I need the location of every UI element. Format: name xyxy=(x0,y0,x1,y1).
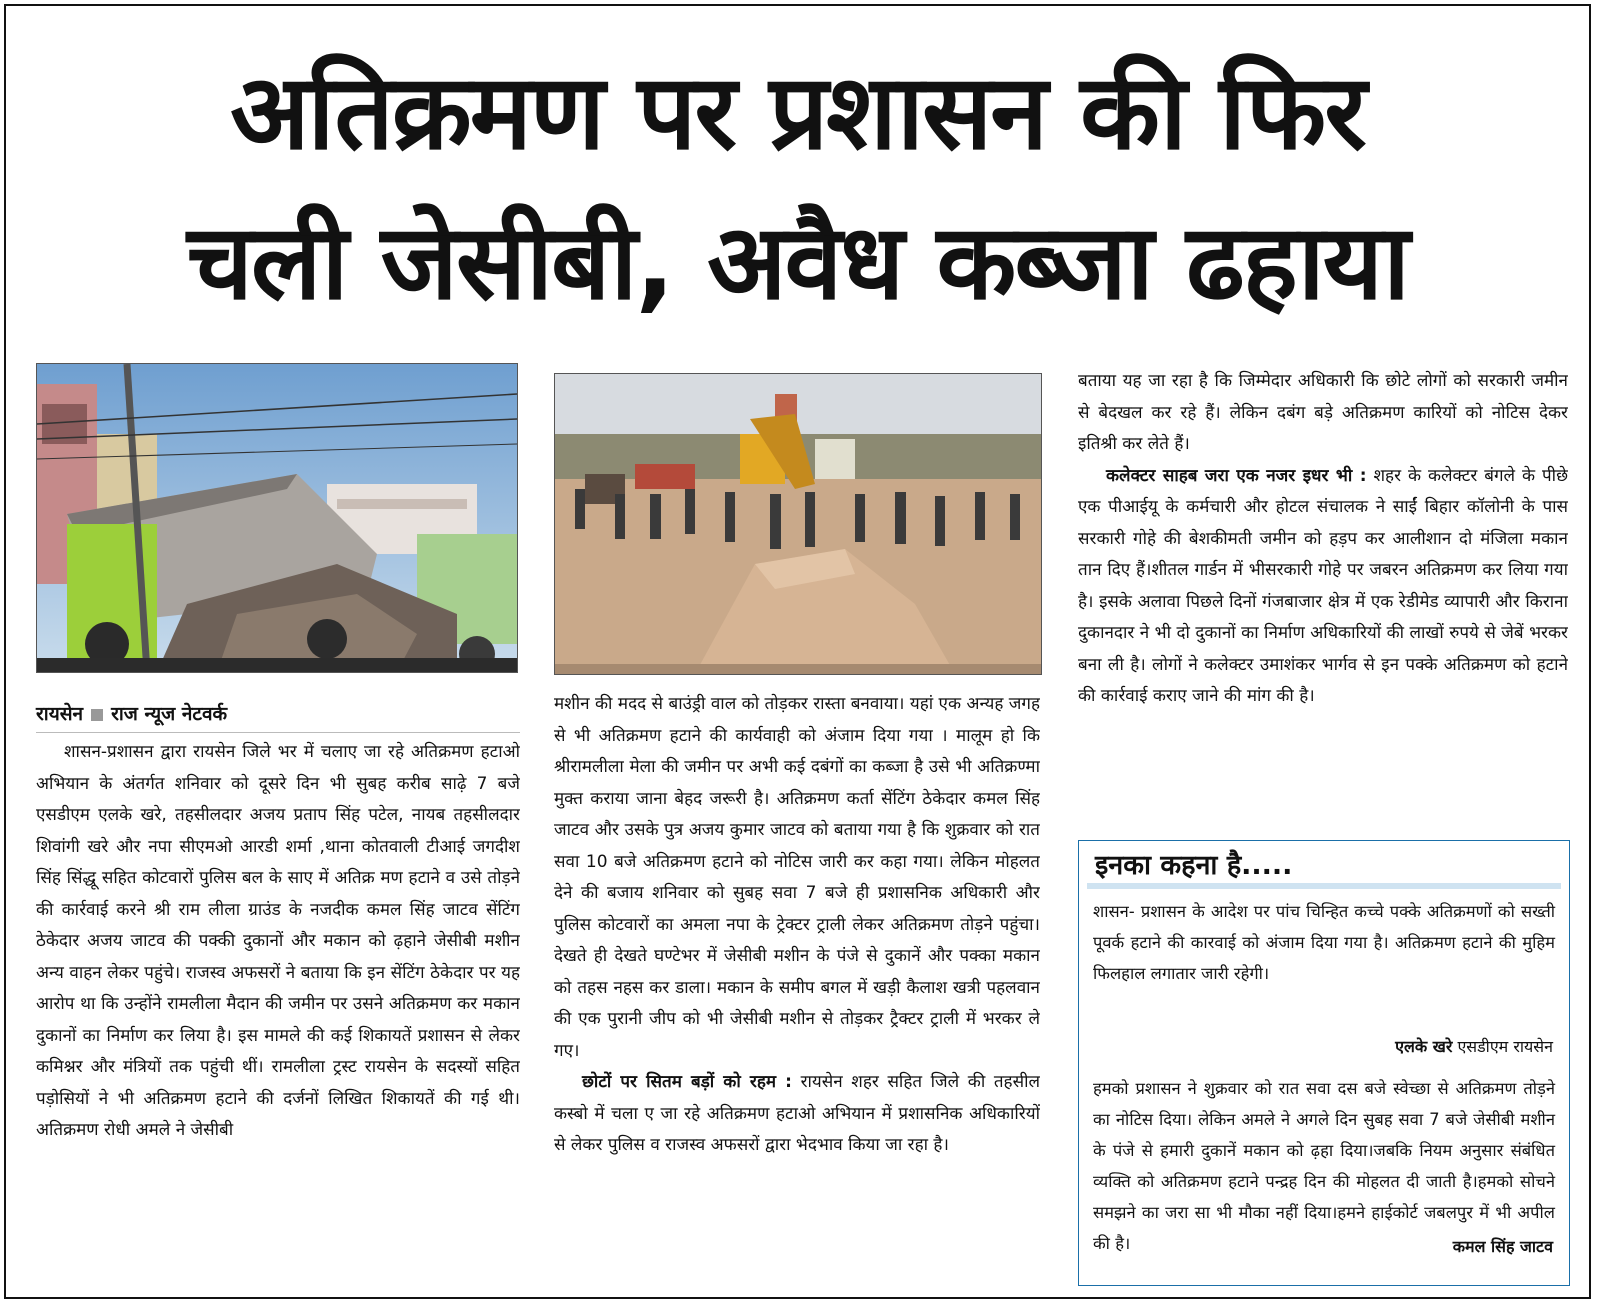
square-bullet-icon xyxy=(91,709,103,721)
headline-line-1: अतिक्रमण पर प्रशासन की फिर xyxy=(230,51,1365,174)
quote-1-name: एलके खरे xyxy=(1395,1037,1453,1056)
column-3-paragraph-2 xyxy=(1078,461,1568,713)
quote-1-role: एसडीएम रायसेन xyxy=(1457,1037,1553,1056)
photo-jcb-crowd-image xyxy=(555,374,1041,674)
quote-box-header xyxy=(1087,849,1561,889)
headline-line-2: चली जेसीबी, अवैध कब्जा ढहाया xyxy=(186,201,1409,324)
column-2-subheading: छोटों पर सितम बड़ों को रहम : xyxy=(582,1072,792,1092)
quote-1-text: शासन- प्रशासन के आदेश पर पांच चिन्हित कच्चे पक्के अतिक्रमणों को सख्ती पूवर्क हटाने की कारवाई को अंजाम दिया गया है। अतिक्रमण हटाने की मुहिम फिलहाल लगातार जारी रहेगी। xyxy=(1093,902,1555,983)
headline xyxy=(6,37,1589,337)
column-3-paragraph-1: बताया यह जा रहा है कि जिम्मेदार अधिकारी कि छोटे लोगों को सरकारी जमीन से बेदखल कर रहे हैं। लेकिन दबंग बड़े अतिक्रमण कारियों को नोटिस देकर इतिश्री कर लेते हैं। xyxy=(1078,371,1568,454)
quote-box xyxy=(1078,840,1570,1286)
quote-box-title: इनका कहना है..... xyxy=(1087,849,1292,883)
byline-place: रायसेन xyxy=(36,703,84,725)
article-column-2 xyxy=(554,689,1040,1299)
photo-jcb-crowd xyxy=(554,373,1042,675)
byline xyxy=(36,700,520,733)
column-2-paragraph-2 xyxy=(554,1067,1040,1162)
article-column-1 xyxy=(36,737,520,1297)
photo-collapsed-building-image xyxy=(37,364,517,672)
article-column-3 xyxy=(1078,366,1568,821)
quote-1-attribution xyxy=(1093,1031,1553,1062)
byline-agency: राज न्यूज नेटवर्क xyxy=(111,703,228,725)
column-3-paragraph-2-text: शहर के कलेक्टर बंगले के पीछे एक पीआईयू के कर्मचारी और होटल संचालक ने साईं बिहार कॉलोनी के पास सरकारी गोहे की बेशकीमती जमीन को हड़प कर आलीशान दो मंजिला मकान तान दिए हैं।शीतल गार्डन में भीसरकारी गोहे पर जबरन अतिक्रमण कर लिया गया है। इसके अलावा पिछले दिनों गंजबाजार क्षेत्र में एक रेडीमेड व्यापारी और किराना दुकानदार ने भी दो दुकानों का निर्माण अधिकारियों की लाखों रुपये से जेबें भरकर बना ली है। लोगों ने कलेक्टर उमाशंकर भार्गव से इन पक्के अतिक्रमण को हटाने की कार्रवाई कराए जाने की मांग की है। xyxy=(1078,465,1568,706)
column-2-paragraph-1: मशीन की मदद से बाउंड्री वाल को तोड़कर रास्ता बनवाया। यहां एक अन्यह जगह से भी अतिक्रमण हटाने की कार्यवाही को अंजाम दिया गया । मालूम हो कि श्रीरामलीला मेला की जमीन पर अभी कई दबंगों का कब्जा है उसे भी अतिक्रण्मा मुक्त कराया जाना बेहद जरूरी है। अतिक्रमण कर्ता सेंटिंग ठेकेदार कमल सिंह जाटव और उसके पुत्र अजय कुमार जाटव को बताया गया है कि शुक्रवार को रात सवा 10 बजे अतिक्रमण हटाने को नोटिस जारी कर कहा गया। लेकिन मोहलत देने की बजाय शनिवार को सुबह सवा 7 बजे ही प्रशासनिक अधिकारी और पुलिस कोटवारों का अमला नपा के ट्रेक्टर ट्राली लेकर अतिक्रमण तोड़ने पहुंचा। देखते ही देखते घण्टेभर में जेसीबी मशीन के पंजे से दुकानें और पक्का मकान को तहस नहस कर डाला। मकान के समीप बगल में खड़ी कैलाश खत्री पहलवान की एक पुरानी जीप को भी जेसीबी मशीन से तोड़कर ट्रैक्टर ट्राली में भरकर ले गए। xyxy=(554,694,1040,1061)
photo-collapsed-building xyxy=(36,363,518,673)
column-2-paragraph-2-text: रायसेन शहर सहित जिले की तहसील कस्बो में चला ए जा रहे अतिक्रमण हटाओ अभियान में प्रशासनिक अधिकारियों से लेकर पुलिस व राजस्व अफसरों द्वारा भेदभाव किया जा रहा है। xyxy=(554,1072,1040,1155)
quote-2-attribution: कमल सिंह जाटव xyxy=(1452,1237,1553,1256)
quote-2-text: हमको प्रशासन ने शुक्रवार को रात सवा दस बजे स्वेच्छा से अतिक्रमण तोड़ने का नोटिस दिया। लेकिन अमले ने अगले दिन सुबह सवा 7 बजे जेसीबी मशीन के पंजे से हमारी दुकानें मकान को ढ़हा दिया।जबकि नियम अनुसार संबंधित व्यक्ति को अतिक्रमण हटाने पन्द्रह दिन की मोहलत दी जाती है।हमको सोचने समझने का जरा सा भी मौका नहीं दिया।हमने हाईकोर्ट जबलपुर में भी अपील की है। xyxy=(1093,1079,1555,1253)
column-3-subheading: कलेक्टर साहब जरा एक नजर इधर भी : xyxy=(1106,465,1367,486)
newspaper-page xyxy=(4,4,1591,1299)
column-1-paragraph: शासन-प्रशासन द्वारा रायसेन जिले भर में चलाए जा रहे अतिक्रमण हटाओ अभियान के अंतर्गत शनिवार को दूसरे दिन भी सुबह करीब साढ़े 7 बजे एसडीएम एलके खरे, तहसीलदार अजय प्रताप सिंह पटेल, नायब तहसीलदार शिवांगी खरे और नपा सीएमओ आरडी शर्मा ,थाना कोतवाली टीआई जगदीश सिंह सिंद्धू सहित कोटवारों पुलिस बल के साए में अतिक्र मण हटाने व उसे तोड़ने की कार्रवाई करने श्री राम लीला ग्राउंड के नजदीक कमल सिंह जाटव सेंटिंग ठेकेदार अजय जाटव की पक्की दुकानों और मकान को ढ़हाने जेसीबी मशीन अन्य वाहन लेकर पहुंचे। राजस्व अफसरों ने बताया कि इन सेंटिंग ठेकेदार पर यह आरोप था कि उन्होंने रामलीला मैदान की जमीन पर उसने अतिक्रमण कर मकान दुकानों का निर्माण कर लिया है। इस मामले की कई शिकायतें प्रशासन से लेकर कमिश्नर और मंत्रियों तक पहुंची थीं। रामलीला ट्रस्ट रायसेन के सदस्यों सहित पड़ोसियों ने भी अतिक्रमण हटाने की दर्जनों लिखित शिकायतें की गई थी। अतिक्रमण रोधी अमले ने जेसीबी xyxy=(36,742,520,1140)
